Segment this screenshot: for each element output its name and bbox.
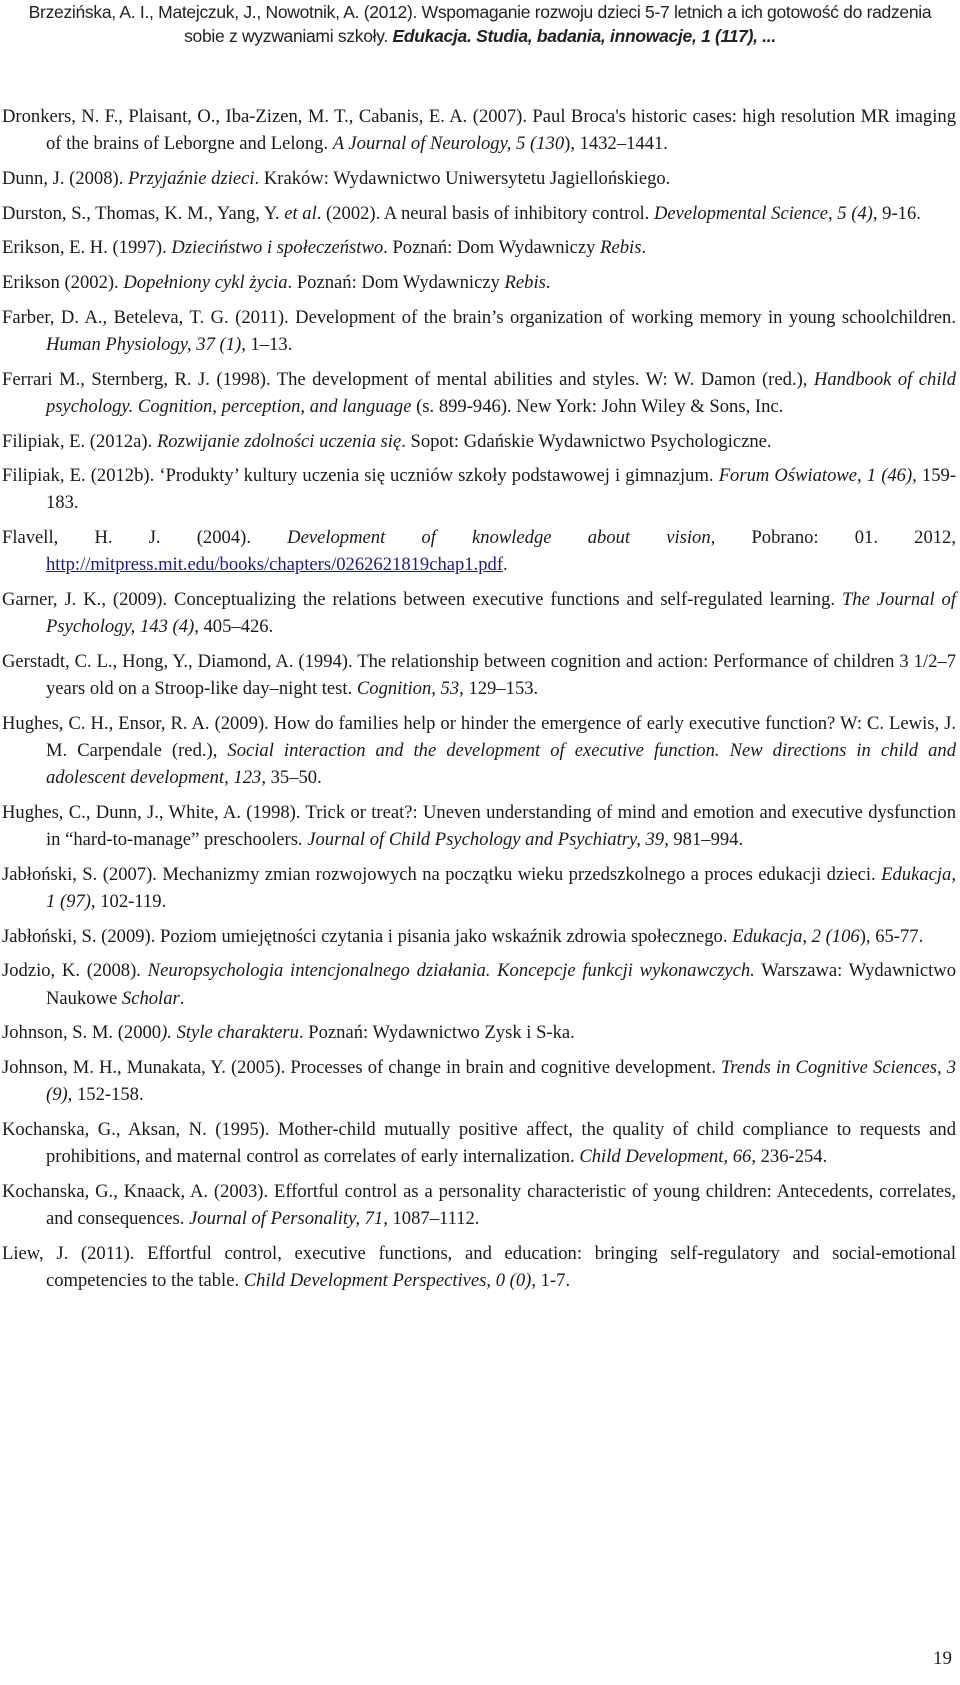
reference-text: 1–13.	[245, 333, 293, 355]
reference-text: Ferrari M., Sternberg, R. J. (1998). The development of mental abilities and styles. W: W. Damon (red.),	[2, 368, 814, 390]
reference-entry	[2, 234, 956, 261]
reference-text: Erikson, E. H. (1997).	[2, 237, 172, 259]
reference-italic-text: Scholar	[121, 987, 180, 1009]
reference-text: .	[545, 272, 551, 294]
reference-text: Dronkers, N. F., Plaisant, O., Iba-Zizen, M. T., Cabanis, E. A. (2007). Paul Broca's historic cases: high resolution MR imaging of the brains of Leborgne and Lelong.	[2, 106, 956, 155]
reference-italic-text: Forum Oświatowe, 1 (46),	[718, 465, 917, 487]
reference-italic-text: Human Physiology, 37 (1),	[46, 333, 246, 355]
reference-text: Warszawa: Wydawnictwo Naukowe	[46, 960, 957, 1009]
reference-italic-text: Handbook of child psychology. Cognition, perception, and language	[46, 368, 956, 417]
header-line-2-italic: Edukacja. Studia, badania, innowacje, 1 (117), ...	[392, 26, 776, 46]
reference-text: 9-16.	[877, 202, 921, 224]
reference-text: , 35–50.	[261, 767, 322, 789]
reference-text: 102-119.	[95, 891, 167, 913]
reference-text: . Poznań: Wydawnictwo Zysk i S-ka.	[298, 1022, 575, 1044]
reference-text: . Sopot: Gdańskie Wydawnictwo Psychologiczne.	[401, 430, 772, 452]
reference-text: Kochanska, G., Knaack, A. (2003). Effortful control as a personality characteristic of young children: Antecedents, correlates, and consequences.	[2, 1180, 956, 1230]
reference-text: Liew, J. (2011). Effortful control, executive functions, and education: bringing self-regulatory and social-emotional competencies to the table.	[2, 1242, 956, 1292]
reference-entry	[2, 366, 956, 420]
reference-text: Jabłoński, S. (2009). Poziom umiejętności czytania i pisania jako wskaźnik zdrowia społecznego.	[2, 925, 733, 947]
reference-entry	[2, 200, 956, 227]
reference-entry	[2, 428, 956, 455]
reference-list	[2, 103, 956, 1302]
reference-entry	[2, 524, 956, 578]
reference-entry	[2, 304, 956, 358]
reference-text: , 1-7.	[531, 1270, 571, 1292]
reference-link[interactable]: http://mitpress.mit.edu/books/chapters/0262621819chap1.pdf	[46, 554, 504, 576]
header-line-2-plain: sobie z wyzwaniami szkoły.	[184, 26, 393, 46]
reference-entry	[2, 1116, 956, 1170]
reference-italic-text: Dopełniony cykl życia	[123, 272, 288, 294]
reference-entry	[2, 799, 956, 853]
reference-italic-text: Dzieciństwo i społeczeństwo	[171, 237, 384, 259]
reference-text: . (2002). A neural basis of inhibitory control.	[316, 202, 654, 224]
reference-text: ), 1432–1441.	[564, 133, 668, 155]
reference-text: Dunn, J. (2008).	[2, 167, 129, 189]
reference-text: . Poznań: Dom Wydawniczy	[383, 237, 601, 259]
reference-text: Hughes, C. H., Ensor, R. A. (2009). How do families help or hinder the emergence of early executive function? W: C. Lewis, J. M. Carpendale (red.),	[2, 712, 956, 762]
reference-text: (s. 899-946). New York: John Wiley & Sons, Inc.	[411, 395, 784, 417]
reference-entry	[2, 957, 956, 1011]
reference-text: 1087–1112.	[387, 1208, 480, 1230]
reference-text: , 129–153.	[459, 678, 539, 700]
reference-italic-text: Child Development, 66	[579, 1146, 752, 1168]
header-line-1: Brzezińska, A. I., Matejczuk, J., Nowotnik, A. (2012). Wspomaganie rozwoju dzieci 5-7 letnich a ich gotowość do radzenia	[28, 2, 932, 22]
reference-entry	[2, 1019, 956, 1046]
reference-text: Johnson, M. H., Munakata, Y. (2005). Processes of change in brain and cognitive development.	[2, 1057, 721, 1079]
reference-text: Kochanska, G., Aksan, N. (1995). Mother-child mutually positive affect, the quality of child compliance to requests and prohibitions, and maternal control as correlates of early internalization.	[2, 1119, 956, 1168]
reference-text: Hughes, C., Dunn, J., White, A. (1998). Trick or treat?: Uneven understanding of mind and emotion and executive dysfunction in “hard-to-manage” preschoolers.	[2, 801, 956, 851]
reference-italic-text: A Journal of Neurology, 5 (130	[332, 133, 565, 155]
reference-text: Jabłoński, S. (2007). Mechanizmy zmian rozwojowych na początku wieku przedszkolnego a proces edukacji dzieci.	[2, 863, 882, 885]
reference-entry	[2, 103, 956, 157]
reference-text: .	[503, 554, 508, 576]
reference-text: . Kraków: Wydawnictwo Uniwersytetu Jagiellońskiego.	[254, 167, 671, 189]
running-header	[0, 0, 960, 48]
reference-italic-text: Rebis	[600, 237, 642, 259]
reference-text: Gerstadt, C. L., Hong, Y., Diamond, A. (1994). The relationship between cognition and action: Performance of children 3 1/2–7 years old on a Stroop-like day–night test.	[2, 650, 956, 700]
reference-text: 981–994.	[668, 829, 744, 851]
reference-text: Jodzio, K. (2008).	[2, 960, 148, 982]
reference-italic-text: Journal of Child Psychology and Psychiatry, 39,	[307, 829, 669, 851]
reference-entry	[2, 1054, 956, 1108]
reference-text: Johnson, S. M. (2000	[2, 1022, 162, 1044]
reference-italic-text: Cognition, 53	[356, 678, 460, 700]
reference-text: , 236-254.	[751, 1146, 828, 1168]
reference-text: .	[179, 987, 185, 1009]
reference-entry	[2, 165, 956, 192]
reference-italic-text: Developmental Science, 5 (4),	[653, 202, 878, 224]
reference-text: Filipiak, E. (2012a).	[2, 430, 157, 452]
reference-entry	[2, 586, 956, 640]
reference-text: 159-183.	[46, 465, 957, 514]
reference-entry	[2, 269, 956, 296]
reference-entry	[2, 1240, 956, 1294]
reference-italic-text: Development of knowledge about vision	[287, 527, 711, 549]
reference-text: Garner, J. K., (2009). Conceptualizing the relations between executive functions and self-regulated learning.	[2, 589, 842, 611]
page-number: 19	[933, 1648, 952, 1669]
reference-entry	[2, 923, 956, 950]
reference-italic-text: Social interaction and the development of executive function. New directions in child and adolescent development, 123	[46, 740, 957, 789]
reference-text: 405–426.	[198, 616, 274, 638]
reference-text: ), 65-77.	[859, 925, 924, 947]
reference-entry	[2, 1178, 956, 1232]
reference-text: . Poznań: Dom Wydawniczy	[287, 272, 505, 294]
reference-text: Durston, S., Thomas, K. M., Yang, Y.	[2, 202, 285, 224]
reference-italic-text: et al	[284, 202, 317, 224]
reference-text: Farber, D. A., Beteleva, T. G. (2011). Development of the brain’s organization of working memory in young schoolchildren.	[2, 306, 956, 328]
reference-italic-text: Rozwijanie zdolności uczenia się	[156, 430, 402, 452]
reference-italic-text: Edukacja, 2 (106	[732, 925, 860, 947]
reference-text: Erikson (2002).	[2, 272, 124, 294]
reference-italic-text: Edukacja, 1 (97),	[46, 863, 956, 913]
reference-italic-text: Trends in Cognitive Sciences, 3 (9),	[46, 1057, 956, 1106]
reference-text: Filipiak, E. (2012b). ‘Produkty’ kultury uczenia się uczniów szkoły podstawowej i gimnazjum.	[2, 465, 719, 487]
reference-entry	[2, 648, 956, 702]
reference-italic-text: ). Style charakteru	[161, 1022, 299, 1044]
header-line-2	[0, 24, 960, 48]
reference-text: 152-158.	[72, 1084, 144, 1106]
reference-italic-text: Rebis	[504, 272, 546, 294]
reference-entry	[2, 710, 956, 792]
reference-italic-text: Child Development Perspectives, 0 (0)	[243, 1270, 532, 1292]
reference-italic-text: The Journal of Psychology, 143 (4),	[46, 589, 956, 638]
reference-text: .	[641, 237, 647, 259]
reference-italic-text: Journal of Personality, 71,	[189, 1208, 388, 1230]
reference-italic-text: Neuropsychologia intencjonalnego działania. Koncepcje funkcji wykonawczych.	[147, 960, 755, 982]
reference-entry	[2, 861, 956, 915]
reference-text: Flavell, H. J. (2004).	[2, 527, 288, 549]
reference-text: , Pobrano: 01. 2012,	[710, 527, 956, 549]
reference-italic-text: Przyjaźnie dzieci	[128, 167, 255, 189]
reference-entry	[2, 462, 956, 516]
